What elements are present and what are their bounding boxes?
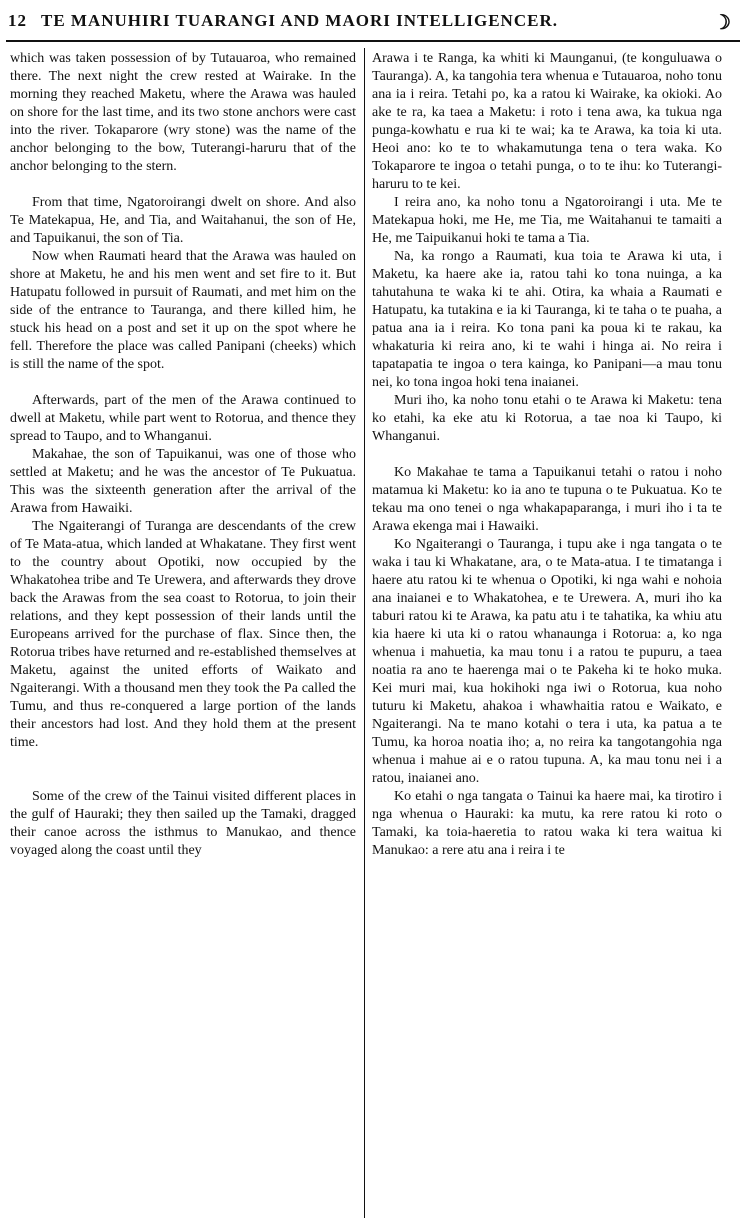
masthead-title: TE MANUHIRI TUARANGI AND MAORI INTELLIGENCER. [41,11,558,30]
maori-paragraph: I reira ano, ka noho tonu a Ngatoroirangi i uta. Me te Matekapua hoki, me He, me Tia, me Waitahanui te tamaiti a He, me Taipuikanui hoki te tama a Tia. [372,195,722,246]
english-paragraph: From that time, Ngatoroirangi dwelt on shore. And also Te Matekapua, He, and Tia, and Waitahanui, the son of He, and Tapuikanui, the son of Tia. [10,195,356,246]
english-column [10,50,356,1218]
english-paragraph: Some of the crew of the Tainui visited different places in the gulf of Hauraki; they then sailed up the Tamaki, dragged their canoe across the isthmus to Manukao, and thence voyaged along the coast until they [10,789,356,858]
english-paragraph: Makahae, the son of Tapuikanui, was one of those who settled at Maketu; and he was the ancestor of Te Pukuatua. This was the sixteenth generation after the arrival of the Arawa from Hawaiki. [10,447,356,516]
english-paragraph: which was taken possession of by Tutauaroa, who remained there. The next night the crew rested at Wairake. In the morning they reached Maketu, where the Arawa was hauled on shore for the last time, and its two stone anchors were cast into the river. Tokaparore (wry stone) was the name of the anchor belonging to the bow, Tuterangi-haruru that of the anchor belonging to the stern. [10,51,356,174]
english-paragraph: Now when Raumati heard that the Arawa was hauled on shore at Maketu, he and his men went and set fire to it. But Hatupatu followed in pursuit of Raumati, and met him on the side of the entrance to Tauranga, and there killed him, he stuck his head on a post and set it up on the spot where he fell. Therefore the place was called Panipani (cheeks) which is still the name of the spot. [10,249,356,372]
page-header [8,6,738,36]
maori-paragraph: Na, ka rongo a Raumati, kua toia te Arawa ki uta, i Maketu, ka haere ake ia, ratou tahi ko tona nuinga, a ka tahutahuna te waka ki te ahi. Otira, ka whaia a Raumati e Hatupatu, ka tutakina e ia ki Tauranga, ki te taha o te puaha, a patua ana ia i reira. Ko tona pani ka poua ki te rakau, ka whakaturia ki reira ano, ki te wahi i hinga ai. No reira i tapatapatia te ingoa o tera kainga, ko Panipani—a mau tonu nei, ko tona ingoa hoki tena inaianei. [372,249,722,390]
column-divider [364,48,365,1218]
maori-paragraph: Arawa i te Ranga, ka whiti ki Maunganui, (te konguluawa o Tauranga). A, ka tangohia tera whenua e Tutauaroa, noho tonu ana ia i reira. Tetahi po, ka a ratou ki Wairake, ka okioki. Ao ake te ra, ka taea a Maketu: i roto i tena awa, ka tukua nga punga-kowhatu e rua ki te wai; ka te Arawa, ka toia ki uta. Heoi ano: ko te to whakamutunga tena o tera waka. Ko Tokaparore te ingoa o tetahi punga, o to te ihu: ko Tuterangi-haruru to te kei. [372,51,722,192]
maori-paragraph: Ko etahi o nga tangata o Tainui ka haere mai, ka tirotiro i nga whenua o Hauraki: ka mutu, ka rere ratou ki roto o Tamaki, ka toia-haeretia to ratou waka ki tera waitua ki Manukao: a rere atu ana i reira i te [372,789,722,858]
crescent-moon-icon: ☽ [713,12,732,34]
header-rule [6,40,740,42]
page-number: 12 [8,11,27,30]
english-paragraph: Afterwards, part of the men of the Arawa continued to dwell at Maketu, while part went to Rotorua, and thence they spread to Taupo, and to Whanganui. [10,393,356,444]
maori-paragraph: Muri iho, ka noho tonu etahi o te Arawa ki Maketu: tena ko etahi, ka eke atu ki Rotorua, a tae noa ki Taupo, ki Whanganui. [372,393,722,444]
maori-column [372,50,722,1218]
english-paragraph: The Ngaiterangi of Turanga are descendants of the crew of Te Mata-atua, which landed at Whakatane. They first went to the country about Opotiki, now occupied by the Whakatohea tribe and Te Urewera, and afterwards they drove back the Arawas from the sea coast to Rotorua, to join their relations, and they kept possession of their lands until the Europeans arrived for the purchase of flax. Since then, the Rotorua tribes have returned and re-established themselves at Maketu, against the united efforts of Waikato and Ngaiterangi. With a thousand men they took the Pa called the Tumu, and thus re-conquered a large portion of the lands their ancestors had lost. And they hold them at the present time. [10,519,356,750]
maori-paragraph: Ko Makahae te tama a Tapuikanui tetahi o ratou i noho matamua ki Maketu: ko ia ano te tupuna o te Pukuatua. Ko te tekau ma ono tenei o nga whakapaparanga, i muri iho i ta te Arawa ekenga mai i Hawaiki. [372,465,722,534]
maori-paragraph: Ko Ngaiterangi o Tauranga, i tupu ake i nga tangata o te waka i tau ki Whakatane, ara, o te Mata-atua. I te timatanga i haere atu ratou ki te whenua o Opotiki, ki nga wahi e nohoia ana inaianei e to Whakatohea, e te Urewera. A, muri iho ka taburi ratou ki te Arawa, ka patu atu i te tahatika, ka whiu atu kia haere ki uta ki o ratou whanaunga i Rotorua: a, ko nga whenua i mahuetia, ka mau tonu i a ratou te pupuru, a taea noatia ra ano te haerenga mai o te Pakeha ki te hoko muka. Kei muri mai, kua hokihoki nga iwi o Rotorua, kua noho tuturu ki Maketu, ahakoa i whawhaitia ratou e Waikato, e Ngaiterangi. Na te mano kotahi o tera i uta, ka patua a te Tumu, ka horoa noatia iho; a, no reira ka tangotangohia nga whenua i mahue ai e o ratou tupuna. A, ka mau tonu nei i a ratou, inaianei ano. [372,537,722,786]
